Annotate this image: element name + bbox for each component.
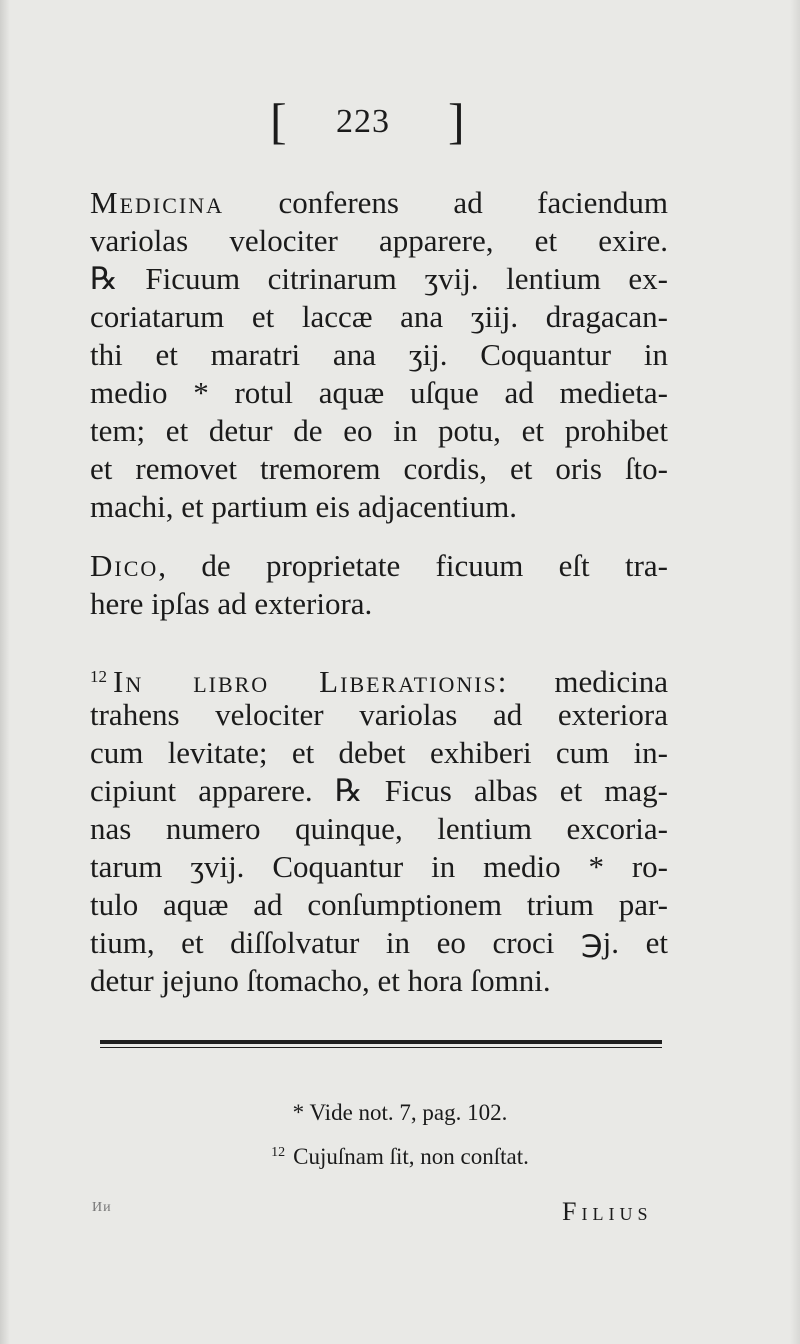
text-line: et removet tremorem cordis, et oris ſto- xyxy=(90,451,668,486)
text-line: ℞ Ficuum citrinarum ʒvij. lentium ex- xyxy=(90,261,668,296)
text-line: Medicina conferens ad faciendum xyxy=(90,185,668,220)
text-line: thi et maratri ana ʒij. Coquantur in xyxy=(90,337,668,372)
paragraph-liber-liberationis xyxy=(90,658,668,1000)
paragraph-dico xyxy=(90,547,668,623)
text-line: here ipſas ad exteriora. xyxy=(90,586,373,621)
text-line: variolas velociter apparere, et exire. xyxy=(90,223,668,258)
text-line: tem; et detur de eo in potu, et prohibet xyxy=(90,413,668,448)
text-line: machi, et partium eis adjacentium. xyxy=(90,489,517,524)
text-line: trahens velociter variolas ad exteriora xyxy=(90,697,668,732)
footnote-rule-thin xyxy=(100,1047,662,1048)
text-line: tium, et diſſolvatur in eo croci ℈j. et xyxy=(90,925,668,960)
footnote: $^{12}$ Cujuſnam ſit, non conſtat. xyxy=(271,1144,529,1169)
lead-word: Medicina xyxy=(90,185,224,220)
footnote: * Vide not. 7, pag. 102. xyxy=(292,1100,508,1125)
footnote-rule xyxy=(100,1040,662,1044)
text-line: cipiunt apparere. ℞ Ficus albas et mag- xyxy=(90,773,668,808)
page-header xyxy=(270,93,470,156)
text-line: medio * rotul aquæ uſque ad medieta- xyxy=(90,375,668,410)
text-line: $^{12}$ In libro Liberationis: medicina xyxy=(90,664,668,699)
text-line: coriatarum et laccæ ana ʒiij. dragacan- xyxy=(90,299,668,334)
signature-mark: Ии xyxy=(92,1200,112,1215)
text-line: tulo aquæ ad conſumptionem trium par- xyxy=(90,887,668,922)
text-line: Dico, de proprietate ficuum eſt tra- xyxy=(90,548,668,583)
footnote-marker: 12 xyxy=(271,1145,286,1160)
lead-word: In libro Liberationis xyxy=(113,664,498,699)
bracket-open: [ xyxy=(270,93,287,149)
paragraph-medicina xyxy=(90,184,668,526)
page-number: 223 xyxy=(336,103,390,140)
bracket-close: ] xyxy=(448,93,465,149)
text-line: detur jejuno ſtomacho, et hora ſomni. xyxy=(90,963,551,998)
text-line: tarum ʒvij. Coquantur in medio * ro- xyxy=(90,849,668,884)
footnote-marker: 12 xyxy=(90,667,107,686)
text-line: cum levitate; et debet exhiberi cum in- xyxy=(90,735,668,770)
text-line: nas numero quinque, lentium excoria- xyxy=(90,811,668,846)
catchword: Filius xyxy=(562,1197,653,1226)
lead-word: Dico xyxy=(90,548,159,583)
